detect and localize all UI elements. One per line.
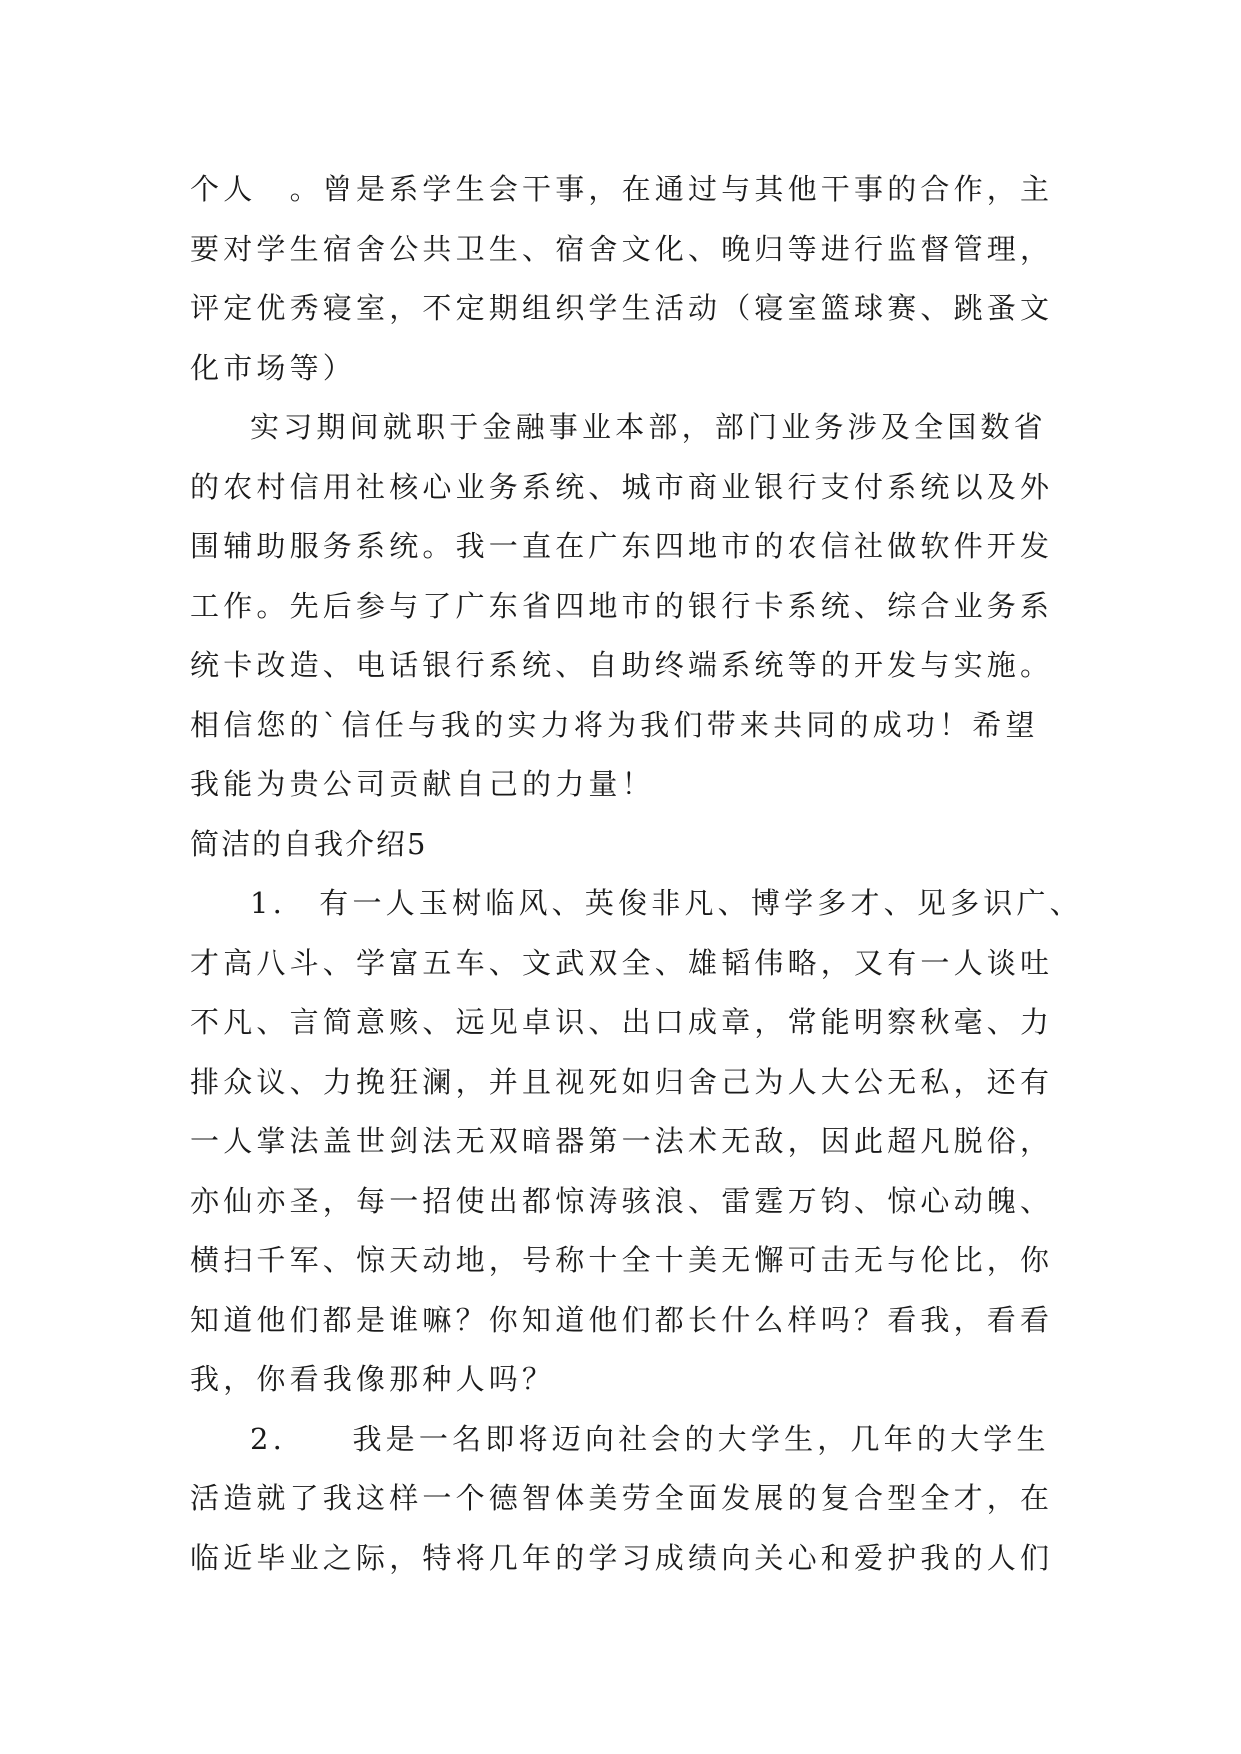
text-line: 我能为贵公司贡献自己的力量！ — [190, 767, 655, 801]
paragraph — [190, 874, 1083, 1410]
text-line: 工作。先后参与了广东省四地市的银行卡系统、综合业务系 — [190, 588, 1054, 623]
text-line: 要对学生宿舍公共卫生、宿舍文化、晚归等进行监督管理， — [190, 231, 1054, 266]
text-line: 排众议、力挽狂澜，并且视死如归舍己为人大公无私，还有 — [190, 1064, 1054, 1099]
heading-text: 简洁的自我介绍5 — [190, 826, 428, 861]
text-line: 相信您的`信任与我的实力将为我们带来共同的成功！希望 — [190, 707, 1039, 742]
text-line: 个人 。曾是系学生会干事，在通过与其他干事的合作，主 — [190, 172, 1054, 206]
text-line: 的农村信用社核心业务系统、城市商业银行支付系统以及外 — [190, 469, 1054, 504]
text-line: 临近毕业之际，特将几年的学习成绩向关心和爱护我的人们 — [190, 1540, 1054, 1575]
text-line: 1. 有一人玉树临风、英俊非凡、博学多才、见多识广、 — [250, 886, 1083, 920]
text-line: 活造就了我这样一个德智体美劳全面发展的复合型全才，在 — [190, 1481, 1054, 1515]
paragraph — [190, 1410, 1070, 1589]
document-body — [190, 160, 1083, 1588]
text-line: 一人掌法盖世剑法无双暗器第一法术无敌，因此超凡脱俗， — [190, 1124, 1054, 1158]
text-line: 亦仙亦圣，每一招使出都惊涛骇浪、雷霆万钧、惊心动魄、 — [190, 1183, 1054, 1218]
text-line: 实习期间就职于金融事业本部，部门业务涉及全国数省 — [250, 410, 1047, 444]
text-line: 化市场等） — [190, 350, 357, 385]
text-line: 统卡改造、电话银行系统、自助终端系统等的开发与实施。 — [190, 648, 1054, 682]
text-line: 横扫千军、惊天动地，号称十全十美无懈可击无与伦比，你 — [190, 1243, 1054, 1277]
text-line: 围辅助服务系统。我一直在广东四地市的农信社做软件开发 — [190, 529, 1054, 563]
section-heading — [190, 815, 1070, 875]
paragraph — [190, 160, 1070, 398]
text-line: 知道他们都是谁嘛？你知道他们都长什么样吗？看我，看看 — [190, 1302, 1054, 1337]
text-line: 才高八斗、学富五车、文武双全、雄韬伟略，又有一人谈吐 — [190, 945, 1054, 980]
paragraph — [190, 398, 1070, 815]
text-line: 我，你看我像那种人吗？ — [190, 1362, 556, 1396]
text-line: 2. 我是一名即将迈向社会的大学生，几年的大学生 — [250, 1421, 1050, 1456]
text-line: 评定优秀寝室，不定期组织学生活动（寝室篮球赛、跳蚤文 — [190, 291, 1054, 325]
text-line: 不凡、言简意赅、远见卓识、出口成章，常能明察秋毫、力 — [190, 1005, 1054, 1039]
